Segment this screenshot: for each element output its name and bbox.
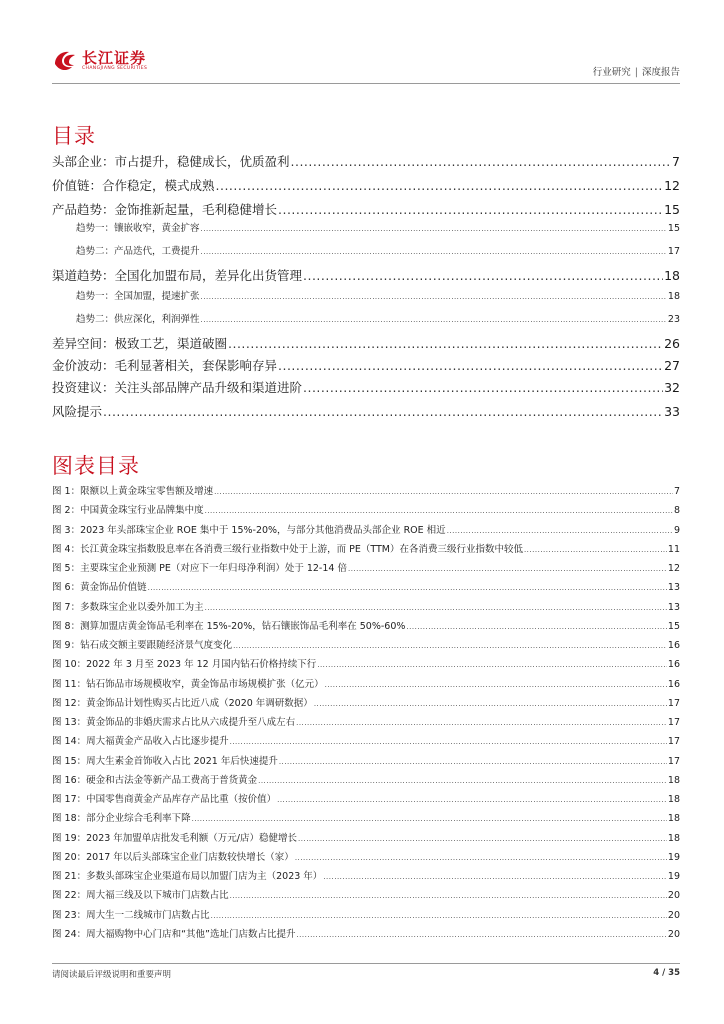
toc-entry-title: 头部企业：市占提升，稳健成长，优质盈利 — [52, 154, 290, 169]
figure-entry[interactable] — [52, 773, 680, 789]
figure-entry-page: 17 — [667, 697, 680, 709]
toc-entry[interactable] — [52, 378, 680, 398]
toc-entry-title: 产品趋势：金饰推新起量，毛利稳健增长 — [52, 202, 278, 217]
figure-entry[interactable] — [52, 600, 680, 616]
figure-leader-dots — [148, 580, 667, 596]
toc-title: 目录 — [52, 124, 96, 148]
figure-entry-page: 13 — [667, 582, 680, 594]
figure-entry-title: 图 20：2017 年以后头部珠宝企业门店数较快增长（家） — [52, 851, 294, 863]
figure-leader-dots — [205, 503, 673, 519]
figure-entry-page: 13 — [667, 601, 680, 613]
figure-entry-page: 20 — [667, 909, 680, 921]
toc-leader-dots — [303, 266, 663, 286]
toc-entry-page: 18 — [664, 268, 680, 283]
figure-entry[interactable] — [52, 792, 680, 808]
figure-entry-page: 16 — [667, 659, 680, 671]
toc-entry-page: 7 — [672, 154, 680, 169]
figure-entry[interactable] — [52, 523, 680, 539]
company-logo — [52, 48, 147, 74]
figure-entry[interactable] — [52, 638, 680, 654]
category-label: 行业研究 — [592, 67, 631, 78]
toc-entry[interactable] — [76, 312, 680, 328]
figure-leader-dots — [447, 523, 673, 539]
figure-entry-page: 7 — [673, 486, 680, 497]
figure-entry[interactable] — [52, 619, 680, 635]
figure-leader-dots — [325, 677, 667, 693]
figures-title: 图表目录 — [52, 454, 140, 478]
toc-entry[interactable] — [52, 176, 680, 196]
toc-entry-page: 15 — [667, 223, 680, 234]
figure-entry[interactable] — [52, 696, 680, 712]
figure-leader-dots — [192, 811, 667, 827]
figure-entry[interactable] — [52, 484, 680, 500]
toc-entry-page: 33 — [664, 404, 680, 419]
toc-entry[interactable] — [52, 200, 680, 220]
figure-leader-dots — [279, 754, 667, 770]
toc-entry-page: 18 — [667, 291, 680, 302]
figure-entry-title: 图 2：中国黄金珠宝行业品牌集中度 — [52, 505, 204, 517]
figure-entry[interactable] — [52, 754, 680, 770]
figure-entry-title: 图 18：部分企业综合毛利率下降 — [52, 813, 191, 825]
toc-entry[interactable] — [52, 356, 680, 376]
figure-entry-title: 图 1：限额以上黄金珠宝零售额及增速 — [52, 486, 214, 497]
toc-entry[interactable] — [52, 402, 680, 422]
figure-entry[interactable] — [52, 542, 680, 558]
toc-entry-title: 趋势一：镶嵌收窄，黄金扩容 — [76, 223, 200, 234]
figure-entry-title: 图 19：2023 年加盟单店批发毛利额（万元/店）稳健增长 — [52, 832, 298, 844]
figure-entry-title: 图 6：黄金饰品价值链 — [52, 582, 147, 594]
figure-entry-page: 9 — [673, 524, 680, 536]
toc-entry[interactable] — [52, 334, 680, 354]
figure-entry-page: 15 — [667, 620, 680, 632]
report-type-label: 深度报告 — [641, 67, 680, 78]
figure-entry-page: 19 — [667, 851, 680, 863]
header-rule — [52, 83, 680, 84]
footer-rule — [52, 963, 680, 964]
figure-leader-dots — [233, 638, 667, 654]
figure-entry-page: 12 — [667, 563, 680, 574]
toc-entry-title: 差异空间：极致工艺，渠道破圈 — [52, 336, 228, 351]
figure-leader-dots — [295, 850, 667, 866]
toc-entry-title: 渠道趋势：全国化加盟布局，差异化出货管理 — [52, 268, 303, 283]
figure-entry-page: 17 — [667, 717, 680, 728]
figure-leader-dots — [524, 542, 667, 558]
logo-english-name: CHANGJIANG SECURITIES — [82, 66, 148, 71]
toc-entry[interactable] — [52, 152, 680, 172]
figure-entry-page: 19 — [667, 871, 680, 882]
footer-disclaimer: 请阅读最后评级说明和重要声明 — [52, 970, 172, 980]
figure-entry-title: 图 15：周大生素金首饰收入占比 2021 年后快速提升 — [52, 755, 278, 767]
figure-entry-title: 图 23：周大生一二线城市门店数占比 — [52, 909, 210, 921]
toc-entry-title: 投资建议：关注头部品牌产品升级和渠道进阶 — [52, 380, 303, 395]
toc-entry-title: 金价波动：毛利显著相关，套保影响存异 — [52, 358, 278, 373]
figure-entry-title: 图 21：多数头部珠宝企业渠道布局以加盟门店为主（2023 年） — [52, 871, 323, 882]
figure-entry-title: 图 16：硬金和古法金等新产品工费高于普货黄金 — [52, 774, 258, 786]
figure-entry[interactable] — [52, 734, 680, 750]
header-separator: | — [634, 67, 638, 78]
toc-entry-page: 17 — [667, 246, 680, 257]
figure-leader-dots — [406, 619, 666, 635]
figure-entry-page: 18 — [667, 794, 680, 805]
figure-entry-title: 图 3：2023 年头部珠宝企业 ROE 集中于 15%-20%，与部分其他消费品头部企业 ROE 相近 — [52, 524, 446, 536]
figure-entry[interactable] — [52, 580, 680, 596]
figure-entry-title: 图 7：多数珠宝企业以委外加工为主 — [52, 601, 204, 613]
toc-entry-page: 26 — [664, 336, 680, 351]
toc-entry-title: 趋势一：全国加盟，提速扩张 — [76, 291, 200, 302]
figure-entry-page: 18 — [667, 832, 680, 844]
toc-leader-dots — [278, 356, 663, 376]
toc-entry-page: 12 — [664, 178, 680, 193]
logo-mark-icon — [52, 48, 78, 74]
toc-entry[interactable] — [52, 266, 680, 286]
toc-entry-page: 23 — [667, 314, 680, 325]
figure-entry-title: 图 5：主要珠宝企业预测 PE（对应下一年归母净利润）处于 12-14 倍 — [52, 563, 347, 574]
toc-entry-title: 趋势二：产品迭代，工费提升 — [76, 246, 200, 257]
toc-entry[interactable] — [76, 289, 680, 305]
toc-entry-title: 价值链：合作稳定，模式成熟 — [52, 178, 215, 193]
figure-leader-dots — [205, 600, 667, 616]
page-number: 4 / 35 — [653, 968, 680, 978]
figure-entry-page: 17 — [667, 755, 680, 767]
toc-leader-dots — [216, 176, 664, 196]
figure-entry-title: 图 13：黄金饰品的非婚庆需求占比从六成提升至八成左右 — [52, 717, 296, 728]
figure-leader-dots — [298, 831, 667, 847]
figure-leader-dots — [323, 869, 667, 885]
figure-leader-dots — [230, 734, 667, 750]
page-header — [52, 48, 680, 82]
figure-entry-page: 17 — [667, 736, 680, 748]
figure-leader-dots — [296, 927, 666, 943]
figure-entry[interactable] — [52, 850, 680, 866]
figure-leader-dots — [214, 484, 673, 500]
logo-chinese-name: 长江证券 — [82, 49, 147, 67]
toc-leader-dots — [201, 244, 667, 260]
figure-leader-dots — [211, 908, 667, 924]
figure-entry[interactable] — [52, 908, 680, 924]
figure-leader-dots — [230, 888, 667, 904]
figure-leader-dots — [277, 792, 667, 808]
toc-entry-page: 15 — [664, 202, 680, 217]
figure-entry[interactable] — [52, 677, 680, 693]
toc-leader-dots — [103, 402, 663, 422]
figure-entry[interactable] — [52, 831, 680, 847]
toc-leader-dots — [201, 221, 667, 237]
toc-leader-dots — [278, 200, 663, 220]
figure-entry-title: 图 24：周大福购物中心门店和“其他”选址门店数占比提升 — [52, 928, 296, 940]
figure-leader-dots — [314, 696, 667, 712]
figure-entry-page: 18 — [667, 774, 680, 786]
figure-entry[interactable] — [52, 811, 680, 827]
figure-entry-page: 20 — [667, 928, 680, 940]
toc-entry-title: 趋势二：供应深化，利润弹性 — [76, 314, 200, 325]
figure-entry-page: 11 — [667, 543, 680, 555]
toc-leader-dots — [201, 289, 667, 305]
figure-entry-title: 图 10：2022 年 3 月至 2023 年 12 月国内钻石价格持续下行 — [52, 659, 317, 671]
toc-leader-dots — [291, 152, 672, 172]
figure-entry[interactable] — [52, 715, 680, 731]
figure-entry-title: 图 4：长江黄金珠宝指数股息率在各消费三级行业指数中处于上游，而 PE（TTM）在各消费三级行业指数中较低 — [52, 543, 523, 555]
figure-entry-title: 图 17：中国零售商黄金产品库存产品比重（按价值） — [52, 794, 277, 805]
toc-leader-dots — [228, 334, 663, 354]
figure-entry-page: 20 — [667, 890, 680, 902]
figure-entry[interactable] — [52, 561, 680, 577]
figure-entry[interactable] — [52, 657, 680, 673]
figure-entry-title: 图 14：周大福黄金产品收入占比逐步提升 — [52, 736, 229, 748]
figure-entry-page: 16 — [667, 678, 680, 690]
figure-leader-dots — [348, 561, 667, 577]
figure-entry-page: 16 — [667, 640, 680, 651]
figure-leader-dots — [317, 657, 667, 673]
figure-leader-dots — [296, 715, 667, 731]
figure-entry-title: 图 8：测算加盟店黄金饰品毛利率在 15%-20%，钻石镶嵌饰品毛利率在 50%-60% — [52, 620, 406, 632]
figure-entry-title: 图 22：周大福三线及以下城市门店数占比 — [52, 890, 229, 902]
figure-entry-title: 图 9：钻石成交额主要跟随经济景气度变化 — [52, 640, 233, 651]
figure-leader-dots — [258, 773, 667, 789]
figure-entry-title: 图 12：黄金饰品计划性购买占比近八成（2020 年调研数据） — [52, 697, 313, 709]
figure-entry[interactable] — [52, 927, 680, 943]
figure-entry[interactable] — [52, 888, 680, 904]
toc-entry-title: 风险提示 — [52, 404, 103, 419]
figure-entry[interactable] — [52, 869, 680, 885]
toc-entry[interactable] — [76, 244, 680, 260]
toc-entry-page: 32 — [664, 380, 680, 395]
toc-leader-dots — [201, 312, 667, 328]
figure-entry-title: 图 11：钻石饰品市场规模收窄，黄金饰品市场规模扩张（亿元） — [52, 678, 324, 690]
toc-entry-page: 27 — [664, 358, 680, 373]
figure-entry[interactable] — [52, 503, 680, 519]
report-category — [593, 64, 680, 78]
figure-entry-page: 8 — [673, 505, 680, 517]
toc-leader-dots — [303, 378, 663, 398]
figure-entry-page: 18 — [667, 813, 680, 825]
toc-entry[interactable] — [76, 221, 680, 237]
